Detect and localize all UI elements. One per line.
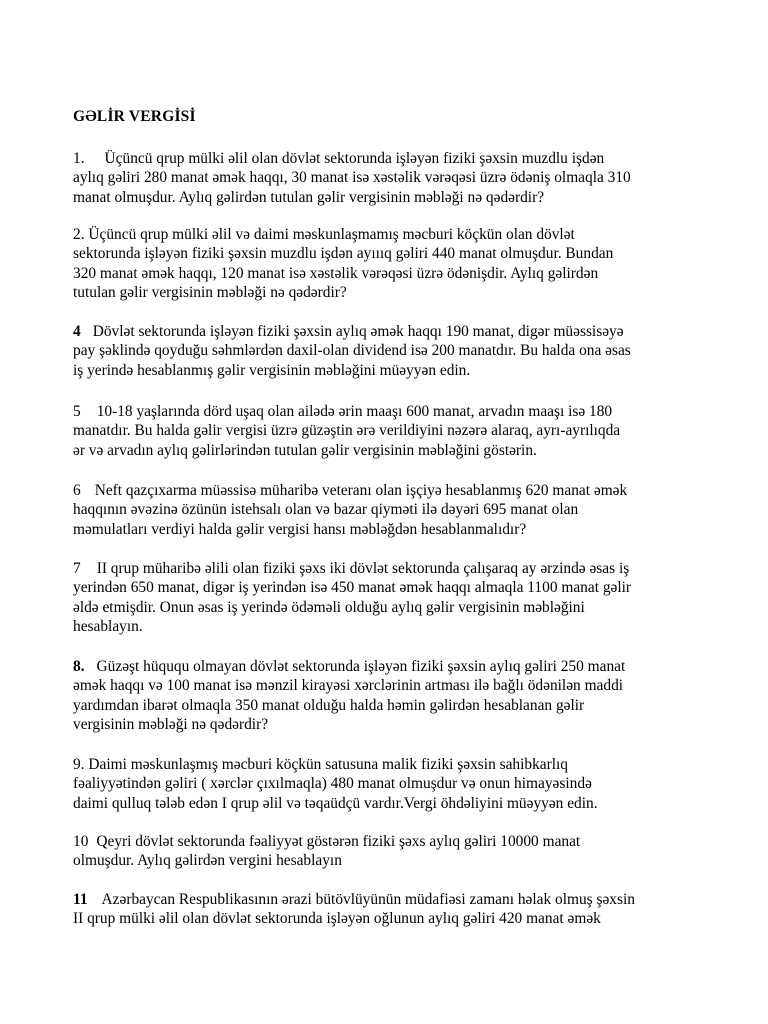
question-line [73,481,733,500]
question-7 [73,559,733,637]
question-line [73,149,733,168]
question-11 [73,890,733,929]
question-8 [73,657,733,735]
question-line: yardımdan ibarət olmaqla 350 manat olduğu halda həmin gəlirdən hesablanan gəlir [73,696,585,714]
question-line: II qrup mülki əlil olan dövlət sektorunda işləyən oğlunun aylıq gəliri 420 manat əmək [73,910,601,928]
question-line: məmulatları verdiyi halda gəlir vergisi hansı məbləğdən hesablanmalıdır? [73,520,527,538]
question-number: 11 [73,891,88,908]
question-6 [73,481,733,539]
question-5 [73,402,733,460]
question-number: 1. [73,150,85,167]
question-number: 5 [73,403,81,420]
question-line: vergisinin məbləği nə qədərdir? [73,716,269,734]
question-line [73,890,733,909]
question-line: manatdır. Bu halda gəlir vergisi üzrə güzəştin ərə verildiyini nəzərə alaraq, ayrı-ayrılıqda [73,422,621,440]
question-text: 10-18 yaşlarında dörd uşaq olan ailədə ərin maaşı 600 manat, arvadın maaşı isə 180 [96,403,613,420]
question-text: Qeyri dövlət sektorunda fəaliyyət göstərən fiziki şəxs aylıq gəliri 10000 manat [96,833,581,850]
question-number: 7 [73,560,81,577]
question-number: 6 [73,482,81,499]
question-line: pay şəklində qoyduğu səhmlərdən daxil-olan dividend isə 200 manatdır. Bu halda ona əsas [73,342,631,360]
question-line: fəaliyyətindən gəliri ( xərclər çıxılmaqla) 480 manat olmuşdur və onun himayəsində [73,775,592,793]
question-line [73,402,733,421]
question-text: Neft qazçıxarma müəssisə müharibə veteranı olan işçiyə hesablanmış 620 manat əmək [94,482,628,499]
question-number: 2. [73,226,85,243]
question-text: Üçüncü qrup mülki əlil olan dövlət sektorunda işləyən fiziki şəxsin muzdlu işdən [104,150,605,167]
question-text: Azərbaycan Respublikasının ərazi bütövlüyünün müdafiəsi zamanı həlak olmuş şəxsin [101,891,635,908]
question-text: Güzəşt hüququ olmayan dövlət sektorunda işləyən fiziki şəxsin aylıq gəliri 250 manat [96,658,626,675]
question-line: sektorunda işləyən fiziki şəxsin muzdlu işdən ayıııq gəliri 440 manat olmuşdur. Bundan [73,245,614,263]
question-line: əmək haqqı və 100 manat isə mənzil kirayəsi xərclərinin artması ilə bağlı ödənilən maddi [73,677,624,695]
question-line: əldə etmişdir. Onun əsas iş yerində ödəməli olduğu aylıq gəlir vergisinin məbləğini [73,598,585,616]
question-line [73,657,733,676]
question-line: tutulan gəlir vergisinin məbləği nə qədərdir? [73,284,347,302]
question-line: 320 manat əmək haqqı, 120 manat isə xəstəlik vərəqəsi üzrə ödənişdir. Aylıq gəlirdən [73,264,599,282]
question-text: Dövlət sektorunda işləyən fiziki şəxsin aylıq əmək haqqı 190 manat, digər müəssisəyə [92,323,624,340]
question-line: hesablayın. [73,618,143,636]
question-line: manat olmuşdur. Aylıq gəlirdən tutulan gəlir vergisinin məbləği nə qədərdir? [73,188,545,206]
question-number: 8. [73,658,85,675]
question-9 [73,755,733,813]
question-line: aylıq gəliri 280 manat əmək haqqı, 30 manat isə xəstəlik vərəqəsi üzrə ödəniş olmaqla 310 [73,169,631,187]
question-line [73,322,733,341]
question-number: 4 [73,323,81,340]
question-text: Daimi məskunlaşmış məcburi köçkün satusuna malik fiziki şəxsin sahibkarlıq [88,756,568,773]
question-text: Üçüncü qrup mülki əlil və daimi məskunlaşmamış məcburi köçkün olan dövlət [88,226,575,243]
question-line [73,225,733,244]
question-line: olmuşdur. Aylıq gəlirdən vergini hesablayın [73,852,342,870]
question-line: haqqının əvəzinə özünün istehsalı olan və bazar qiyməti ilə dəyəri 695 manat olan [73,501,579,519]
question-line [73,832,733,851]
question-text: II qrup müharibə əlili olan fiziki şəxs iki dövlət sektorunda çalışaraq ay ərzində əsas iş [96,560,630,577]
page-title: GƏLİR VERGİSİ [73,108,196,125]
question-10 [73,832,733,871]
question-line: daimi qulluq tələb edən I qrup əlil və təqaüdçü vardır.Vergi öhdəliyini müəyyən edin. [73,794,598,812]
question-line [73,755,733,774]
question-line: iş yerində hesablanmış gəlir vergisinin məbləğini müəyyən edin. [73,361,471,379]
question-1 [73,149,733,207]
question-number: 9. [73,756,85,773]
question-line [73,559,733,578]
question-4 [73,322,733,380]
question-number: 10 [73,833,89,850]
question-line: yerindən 650 manat, digər iş yerindən isə 450 manat əmək haqqı almaqla 1100 manat gəlir [73,579,632,597]
question-line: ər və arvadın aylıq gəlirlərindən tutulan gəlir vergisinin məbləğini göstərin. [73,441,537,459]
question-2 [73,225,733,303]
